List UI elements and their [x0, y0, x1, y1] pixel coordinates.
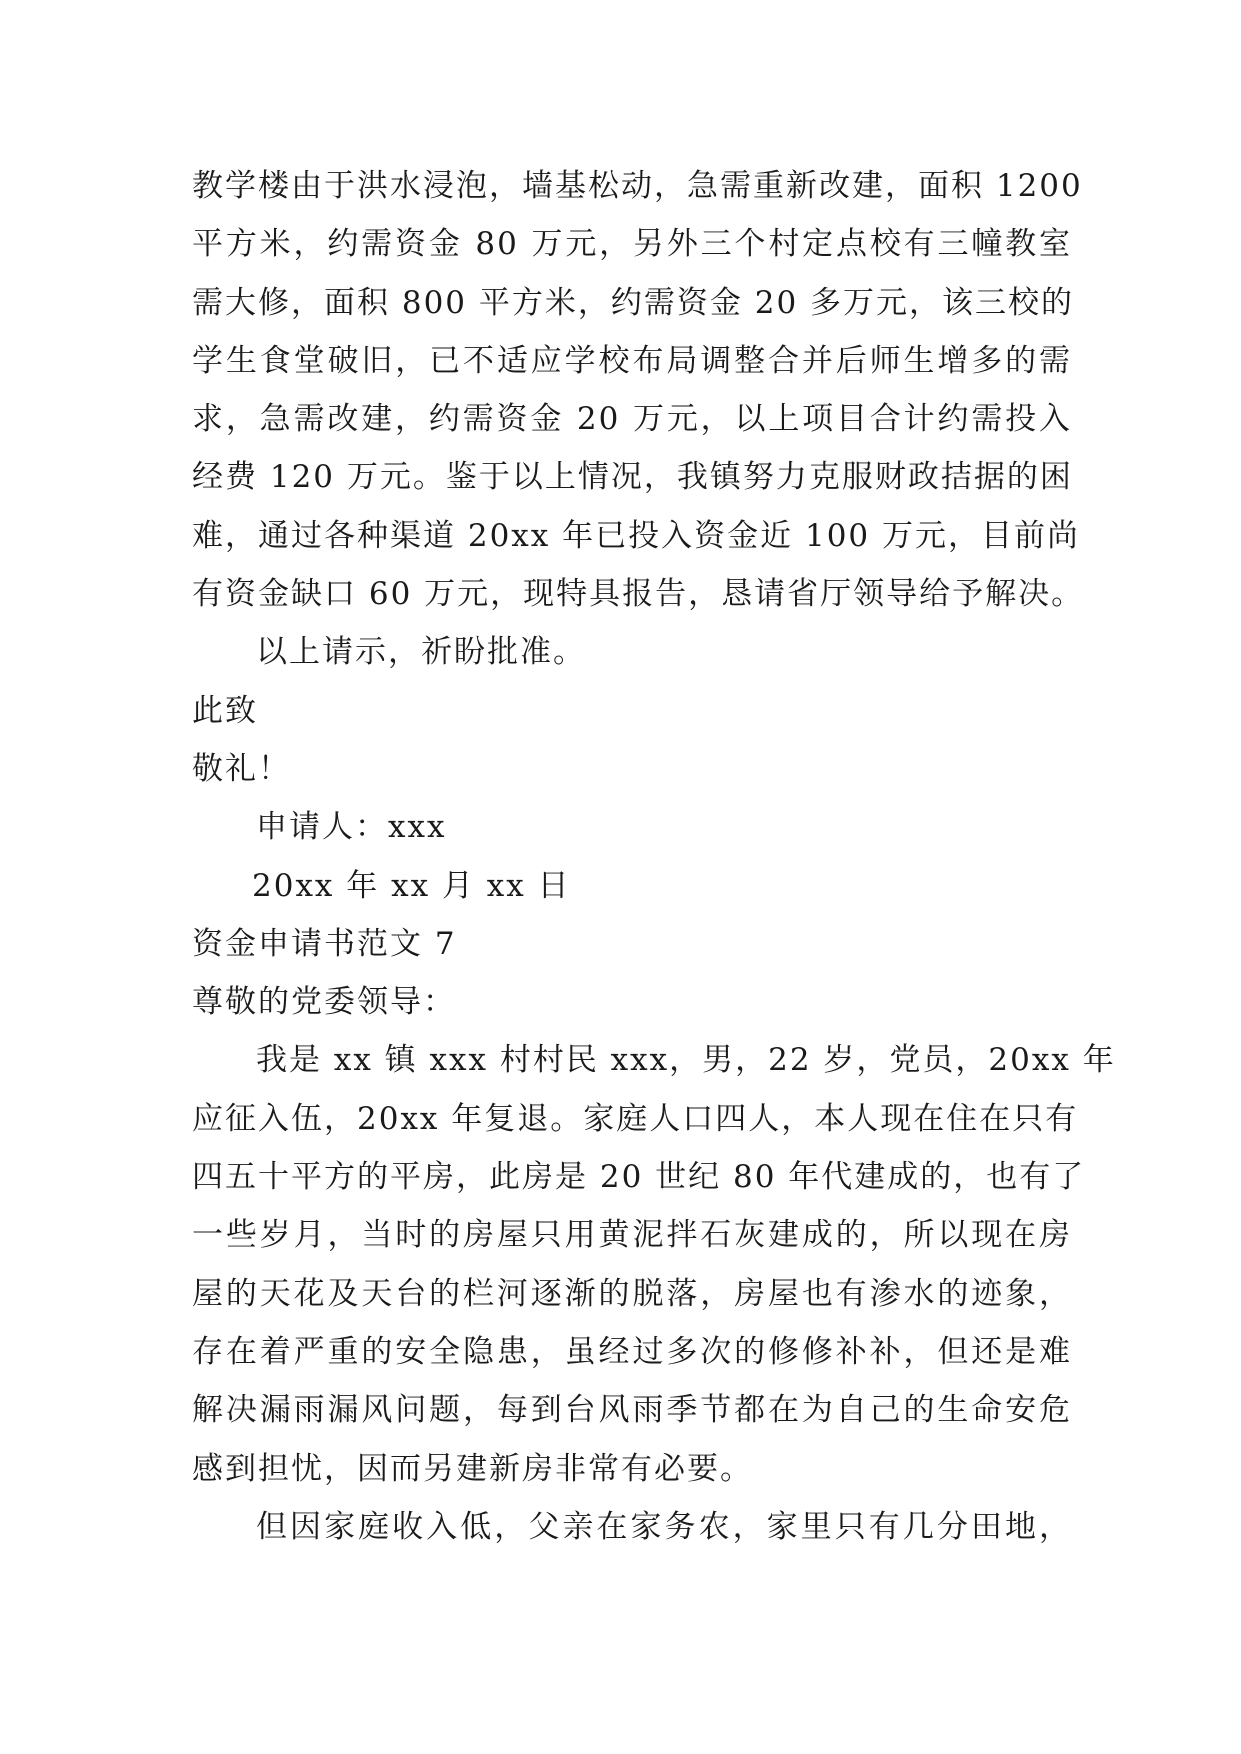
text-line: 存在着严重的安全隐患，虽经过多次的修修补补，但还是难 [192, 1333, 1072, 1370]
section-heading: 资金申请书范文 7 [192, 925, 457, 962]
text-line: 感到担忧，因而另建新房非常有必要。 [192, 1450, 753, 1487]
text-line: 求，急需改建，约需资金 20 万元，以上项目合计约需投入 [192, 401, 1072, 438]
request-closing: 以上请示，祈盼批准。 [256, 634, 586, 671]
text-line: 四五十平方的平房，此房是 20 世纪 80 年代建成的，也有了 [192, 1159, 1086, 1196]
text-line: 平方米，约需资金 80 万元，另外三个村定点校有三幢教室 [192, 226, 1072, 263]
salutation-ci-zhi: 此致 [192, 692, 258, 729]
text-line: 有资金缺口 60 万元，现特具报告，恳请省厅领导给予解决。 [192, 576, 1085, 613]
text-line: 经费 120 万元。鉴于以上情况，我镇努力克服财政拮据的困 [192, 459, 1073, 496]
text-line: 难，通过各种渠道 20xx 年已投入资金近 100 万元，目前尚 [192, 517, 1080, 554]
text-line: 我是 xx 镇 xxx 村村民 xxx，男，22 岁，党员，20xx 年 [256, 1042, 1116, 1079]
text-line: 但因家庭收入低，父亲在家务农，家里只有几分田地， [256, 1508, 1072, 1545]
applicant-line: 申请人：xxx [256, 809, 447, 846]
text-line: 一些岁月，当时的房屋只用黄泥拌石灰建成的，所以现在房 [192, 1217, 1072, 1254]
date-line: 20xx 年 xx 月 xx 日 [252, 867, 571, 904]
salutation-jing-li: 敬礼！ [192, 750, 291, 787]
text-line: 学生食堂破旧，已不适应学校布局调整合并后师生增多的需 [192, 342, 1072, 379]
text-line: 解决漏雨漏风问题，每到台风雨季节都在为自己的生命安危 [192, 1392, 1072, 1429]
text-line: 应征入伍，20xx 年复退。家庭人口四人，本人现在住在只有 [192, 1100, 1079, 1137]
letter-greeting: 尊敬的党委领导： [192, 984, 456, 1021]
document-body [192, 157, 1116, 1556]
text-line: 需大修，面积 800 平方米，约需资金 20 多万元，该三校的 [192, 284, 1075, 321]
text-line: 教学楼由于洪水浸泡，墙基松动，急需重新改建，面积 1200 [192, 168, 1083, 204]
text-line: 屋的天花及天台的栏河逐渐的脱落，房屋也有渗水的迹象， [192, 1275, 1072, 1312]
